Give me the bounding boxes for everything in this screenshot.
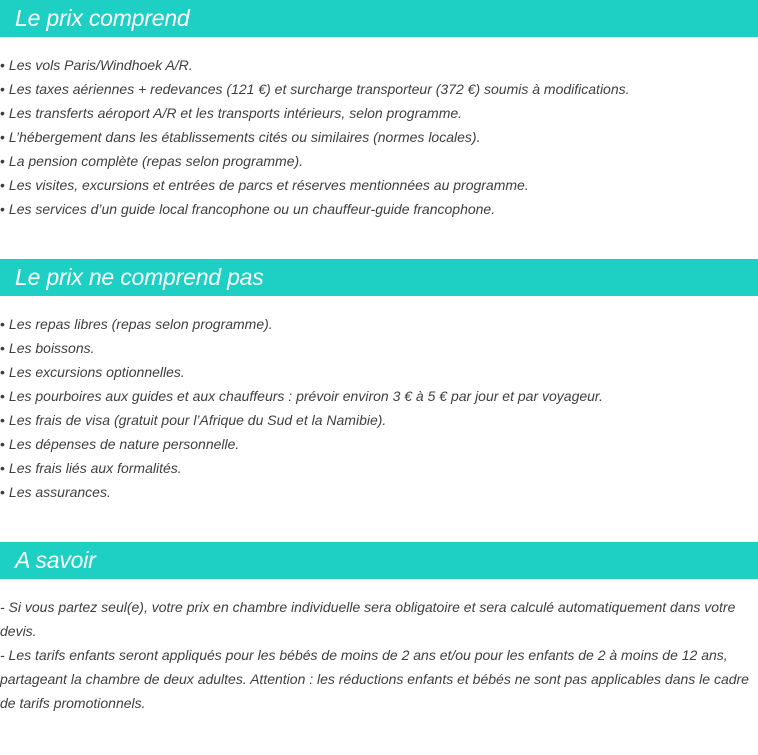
list-item: • Les vols Paris/Windhoek A/R. (0, 57, 193, 73)
bullet-icon: • (0, 316, 5, 332)
bullet-icon: • (0, 460, 5, 476)
bullet-icon: • (0, 412, 5, 428)
list-item: • Les pourboires aux guides et aux chauffeurs : prévoir environ 3 € à 5 € par jour et par voyageur. (0, 388, 603, 404)
bullet-icon: • (0, 436, 5, 452)
section-title: Le prix ne comprend pas (15, 264, 264, 290)
list-item: • Les frais liés aux formalités. (0, 460, 182, 476)
section-good-to-know (0, 542, 758, 715)
list-item: • L’hébergement dans les établissements cités ou similaires (normes locales). (0, 129, 481, 145)
section-not-included (0, 259, 758, 504)
bullet-icon: • (0, 177, 5, 193)
bullet-icon: • (0, 388, 5, 404)
bullet-icon: • (0, 364, 5, 380)
bullet-icon: • (0, 57, 5, 73)
included-list (0, 53, 758, 221)
bullet-icon: • (0, 484, 5, 500)
list-item: • Les taxes aériennes + redevances (121 €) et surcharge transporteur (372 €) soumis à modifications. (0, 81, 630, 97)
list-item: • Les frais de visa (gratuit pour l’Afrique du Sud et la Namibie). (0, 412, 387, 428)
section-header-included (0, 0, 758, 37)
bullet-icon: • (0, 153, 5, 169)
section-header-not-included (0, 259, 758, 296)
list-item: • La pension complète (repas selon programme). (0, 153, 304, 169)
list-item: • Les visites, excursions et entrées de parcs et réserves mentionnées au programme. (0, 177, 529, 193)
bullet-icon: • (0, 340, 5, 356)
section-included (0, 0, 758, 221)
list-item: • Les boissons. (0, 340, 95, 356)
section-header-good-to-know (0, 542, 758, 579)
list-item: • Les repas libres (repas selon programme). (0, 316, 273, 332)
section-title: A savoir (15, 547, 96, 573)
bullet-icon: • (0, 129, 5, 145)
list-item: • Les services d’un guide local francophone ou un chauffeur-guide francophone. (0, 201, 496, 217)
not-included-list (0, 312, 758, 504)
list-item: • Les assurances. (0, 484, 111, 500)
notes-block (0, 595, 758, 715)
section-title: Le prix comprend (15, 5, 190, 31)
list-item: • Les transferts aéroport A/R et les transports intérieurs, selon programme. (0, 105, 463, 121)
note-paragraph: - Les tarifs enfants seront appliqués pour les bébés de moins de 2 ans et/ou pour les enfants de 2 à moins de 12 ans, partageant la chambre de deux adultes. Attention : les réductions enfants et bébés ne sont pas applicables dans le cadre de tarifs promotionnels. (0, 647, 749, 711)
list-item: • Les dépenses de nature personnelle. (0, 436, 240, 452)
bullet-icon: • (0, 81, 5, 97)
bullet-icon: • (0, 201, 5, 217)
bullet-icon: • (0, 105, 5, 121)
list-item: • Les excursions optionnelles. (0, 364, 185, 380)
note-paragraph: - Si vous partez seul(e), votre prix en chambre individuelle sera obligatoire et sera calculé automatiquement dans votre devis. (0, 599, 736, 639)
